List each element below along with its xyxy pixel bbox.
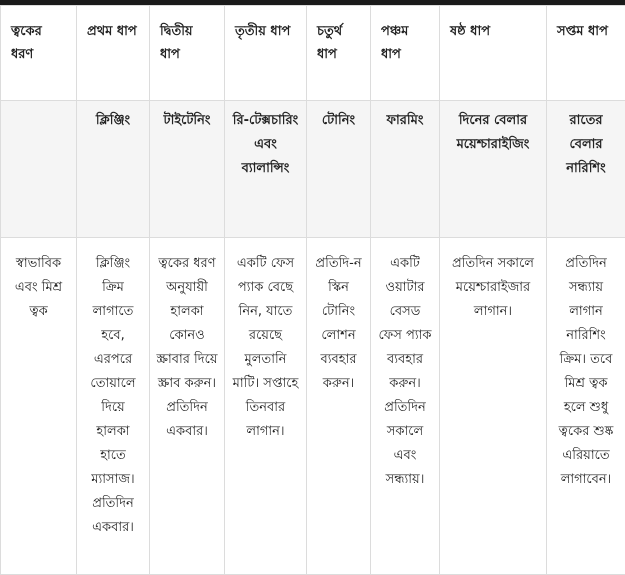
header-cell: পঞ্চম ধাপ: [371, 6, 440, 101]
table-cell: একটি ফেস প্যাক বেছে নিন, যাতে রয়েছে মুলতানি মাটি। সপ্তাহে তিনবার লাগান।: [225, 238, 307, 575]
step-cell: টাইটেনিং: [150, 101, 225, 238]
header-cell: সপ্তম ধাপ: [547, 6, 625, 101]
step-cell: রি-টেক্সচারিং এবং ব্যালান্সিং: [225, 101, 307, 238]
table-cell: প্রতিদি-ন স্কিন টোনিং লোশন ব্যবহার করুন।: [307, 238, 371, 575]
header-cell: প্রথম ধাপ: [77, 6, 150, 101]
table-cell: ক্লিঞ্জিং ক্রিম লাগাতে হবে, এরপরে তোয়ালে দিয়ে হালকা হাতে ম্যাসাজ। প্রতিদিন একবার।: [77, 238, 150, 575]
table-cell: প্রতিদিন সন্ধ্যায় লাগান নারিশিং ক্রিম। তবে মিশ্র ত্বক হলে শুধু ত্বকের শুষ্ক এরিয়াতে লাগাবেন।: [547, 238, 625, 575]
table-cell: একটি ওয়াটার বেসড ফেস প্যাক ব্যবহার করুন। প্রতিদিন সকালে এবং সন্ধ্যায়।: [371, 238, 440, 575]
skin-type-cell: স্বাভাবিক এবং মিশ্র ত্বক: [1, 238, 77, 575]
header-cell: ষষ্ঠ ধাপ: [440, 6, 547, 101]
step-name-row: [1, 101, 625, 238]
step-cell: ফারমিং: [371, 101, 440, 238]
header-cell: ত্বকের ধরণ: [1, 6, 77, 101]
header-row: [1, 6, 625, 101]
step-cell: ক্লিঞ্জিং: [77, 101, 150, 238]
step-cell: টোনিং: [307, 101, 371, 238]
table-cell: ত্বকের ধরণ অনুযায়ী হালকা কোনও স্ক্রাবার দিয়ে স্ক্রাব করুন। প্রতিদিন একবার।: [150, 238, 225, 575]
table-cell: প্রতিদিন সকালে ময়েশ্চারাইজার লাগান।: [440, 238, 547, 575]
skin-care-table: [0, 5, 625, 575]
header-cell: দ্বিতীয় ধাপ: [150, 6, 225, 101]
step-cell: দিনের বেলার ময়েশ্চারাইজিং: [440, 101, 547, 238]
step-cell: [1, 101, 77, 238]
header-cell: চতুর্থ ধাপ: [307, 6, 371, 101]
step-cell: রাতের বেলার নারিশিং: [547, 101, 625, 238]
header-cell: তৃতীয় ধাপ: [225, 6, 307, 101]
table-row: [1, 238, 625, 575]
